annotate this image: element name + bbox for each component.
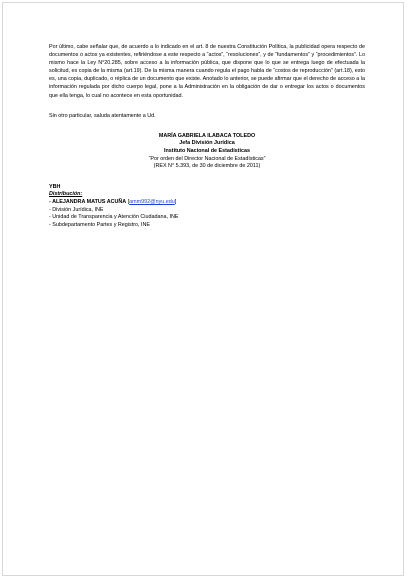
signer-name: MARÍA GABRIELA ILABACA TOLEDO <box>158 132 256 139</box>
distribution-item: - División Jurídica, INE <box>49 206 104 213</box>
bracket-open: [ <box>126 198 130 205</box>
signer-institution: Instituto Nacional de Estadísticas <box>164 147 250 154</box>
closing-line: Sin otro particular, saluda atentamente a Ud. <box>49 112 156 119</box>
document-page <box>2 2 404 576</box>
resolution-line: (REX N° 5.393, de 30 de diciembre de 2011) <box>153 163 261 170</box>
recipient-name: - ALEJANDRA MATUS ACUÑA <box>49 198 127 205</box>
signature-block <box>49 133 365 171</box>
distribution-item-first <box>49 199 365 207</box>
distribution-title: Distribución: <box>49 191 83 198</box>
distribution-item: - Subdepartamento Partes y Registro, INE <box>49 221 150 228</box>
order-line: “Por orden del Director Nacional de Estadísticas” <box>148 155 266 162</box>
body-paragraph: Por último, cabe señalar que, de acuerdo a lo indicado en el art. 8 de nuestra Constitución Política, la publicidad opera respecto de documentos o actos ya existentes, refiriéndose a este respecto a “actos”, “resoluciones”, y de “fundamentos” y “procedimientos”. Lo mismo hace la Ley N°20.285, sobre acceso a la información pública, que dispone que lo que se entrega luego de efectuada la solicitud, es copia de la misma (art.19). De la misma manera cuando regula el pago habla de “costos de reproducción” (art.18), esto es, una copia, duplicado, o réplica de un documento que existe. Anotado lo anterior, se puede afirmar que el derecho de acceso a la información regulada por dicho cuerpo legal, pone a la Administración en la obligación de dar o entregar los actos o documentos que ella tenga, lo cual no acontece en esta oportunidad. <box>49 44 365 99</box>
distribution-list <box>49 199 365 229</box>
letter-body <box>49 43 365 229</box>
typist-initials: YBH <box>49 183 61 190</box>
distribution-item: - Unidad de Transparencia y Atención Ciudadana, INE <box>49 214 179 221</box>
bracket-close: ] <box>174 198 177 205</box>
signer-position: Jefa División Jurídica <box>179 140 235 147</box>
recipient-email-link[interactable]: amm992@nyu.edu <box>129 198 175 205</box>
